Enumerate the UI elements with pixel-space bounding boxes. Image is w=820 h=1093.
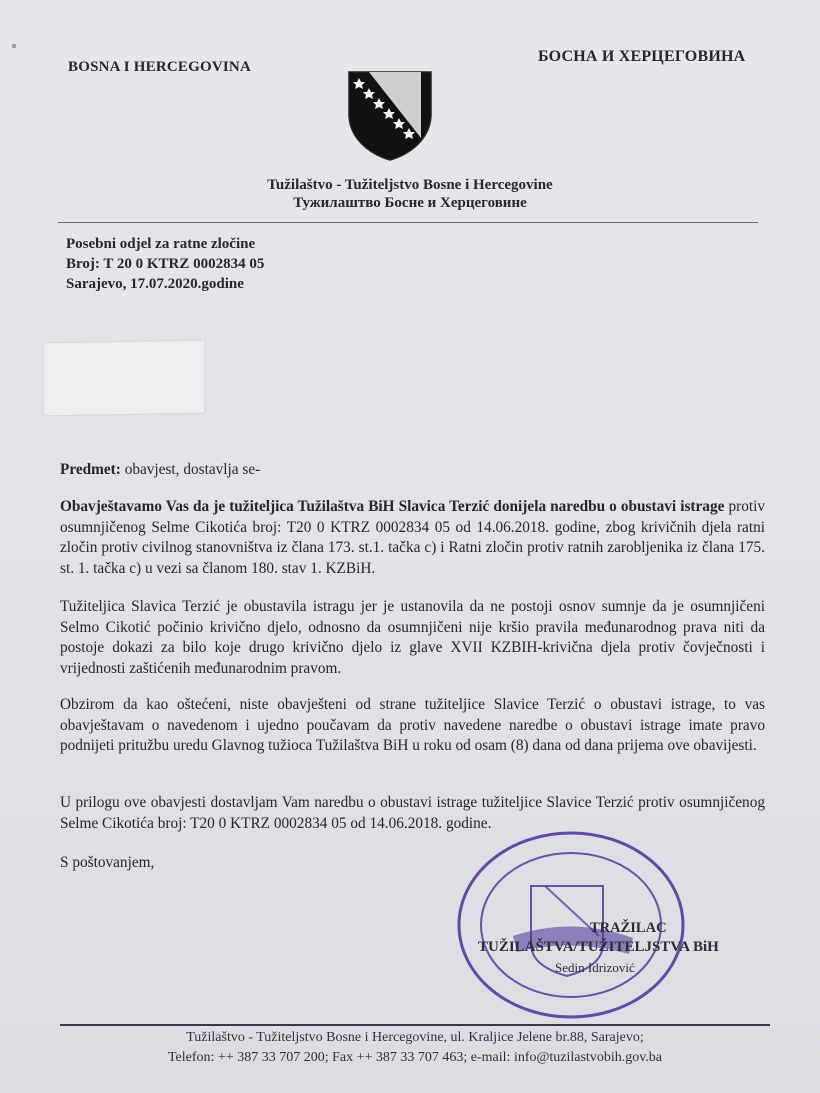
institution-name-cyrillic: Тужилаштво Босне и Херцеговине [293, 195, 527, 211]
footer-contacts: Telefon: ++ 387 33 707 200; Fax ++ 387 33 707 463; e-mail: info@tuzilastvobih.gov.ba [167, 1050, 663, 1065]
header-divider [58, 222, 758, 223]
department-name: Posebni odjel za ratne zločine [66, 236, 256, 252]
signatory-institution: TUŽILAŠTVA/TUŽITELJSTVA BiH [478, 939, 719, 955]
paragraph-1 [60, 497, 765, 579]
institution-name-latin: Tužilaštvo - Tužiteljstvo Bosne i Hercegovine [267, 177, 553, 193]
country-name-cyrillic: БОСНА И ХЕРЦЕГОВИНА [538, 48, 746, 65]
subject-text: obavjest, dostavlja se- [120, 461, 261, 478]
footer-divider [60, 1024, 770, 1026]
country-name-latin: BOSNA I HERCEGOVINA [68, 59, 252, 75]
signatory-title: TRAŽILAC [590, 920, 667, 936]
punch-mark [12, 44, 16, 48]
paragraph-4: U prilogu ove obavjesti dostavljam Vam naredbu o obustavi istrage tužiteljice Slavice Terzić protiv osumnjičenog Selme Cikotića broj: T20 0 KTRZ 0002834 05 od 14.06.2018. godine. [60, 794, 765, 832]
closing-greeting: S poštovanjem, [60, 854, 155, 871]
place-and-date: Sarajevo, 17.07.2020.godine [66, 276, 244, 292]
paragraph-1-body: protiv osumnjičenog Selme Cikotića broj: T20 0 KTRZ 0002834 05 od 14.06.2018. godine, zbog krivičnih djela ratni zločin protiv civilnog stanovništva iz člana 173. st.1. tačka c) i Ratni zločin protiv ratnih zarobljenika iz člana 175. st. 1. tačka c) u vezi sa članom 180. stav 1. KZBiH. [60, 498, 765, 577]
subject-label: Predmet: [60, 461, 121, 478]
signatory-name: Sedin Idrizović [555, 960, 635, 975]
coat-of-arms-icon [347, 70, 433, 162]
paragraph-2: Tužiteljica Slavica Terzić je obustavila istragu jer je ustanovila da ne postoji osnov sumnje da je osumnjičeni Selmo Cikotić počinio krivično djelo, odnosno da osumnjičeni nije kršio pravila međunarodnog prava niti da postoje dokazi za bilo koje drugo krivično djelo iz glave XVII KZBIH-krivična djela protiv čovječnosti i vrijednosti zaštićenih međunarodnim pravom. [60, 598, 765, 677]
paragraph-1-lead: Obavještavamo Vas da je tužiteljica Tužilaštva BiH Slavica Terzić donijela naredbu o obustavi istrage [60, 498, 725, 515]
redacted-address-label [44, 341, 204, 416]
paragraph-3: Obzirom da kao oštećeni, niste obavješteni od strane tužiteljice Slavice Terzić o obustavi istrage, to vas obavještavam o navedenom i ujedno poučavam da protiv navedene naredbe o obustavi istrage imate pravo podnijeti pritužbu uredu Glavnog tužioca Tužilaštva BiH u roku od osam (8) dana od dana prijema ove obavijesti. [60, 696, 765, 754]
subject-line [60, 460, 765, 481]
footer-address: Tužilaštvo - Tužiteljstvo Bosne i Hercegovine, ul. Kraljice Jelene br.88, Sarajevo; [186, 1030, 644, 1045]
reference-number: Broj: T 20 0 KTRZ 0002834 05 [66, 256, 265, 272]
